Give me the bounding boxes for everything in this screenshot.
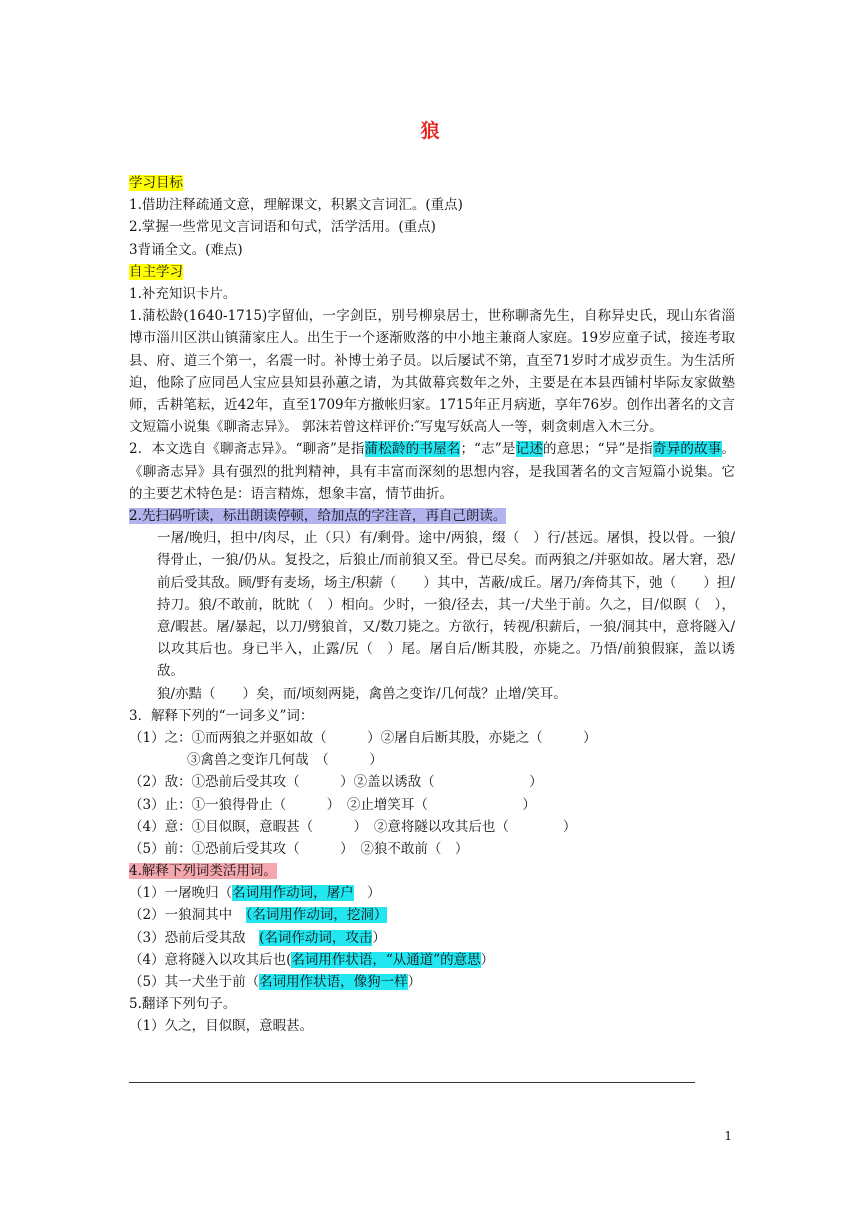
word-class-answer: (名词作动词，攻击 [259,929,373,946]
source-note-text: ；“志”是 [460,441,516,458]
word-class-item [129,882,735,904]
word-class-item [129,971,735,993]
polysemy-item: （2）敌：①恐前后受其攻（ ）②盖以诱敌（ ） [129,774,543,791]
highlight-study-name: 蒲松龄的书屋名 [364,441,461,458]
polysemy-item: （5）前：①恐前后受其攻（ ） ②狼不敢前（ ） [129,840,469,857]
objective-item: 2.掌握一些常见文言词语和句式，活学活用。(重点) [129,219,436,236]
document-title: 狼 [420,120,440,142]
page-number: 1 [724,1129,732,1143]
word-class-item [129,904,735,926]
word-class-end: ） [372,929,386,946]
objective-item: 3背诵全文。(难点) [129,241,243,258]
polysemy-item: （3）止：①一狼得骨止（ ） ②止增笑耳（ ） [129,796,536,813]
polysemy-item: （1）之：①而两狼之并驱如故（ ）②屠自后断其股，亦毙之（ ） [129,729,597,746]
word-class-answer: （名词用作动词，挖洞） [245,907,388,924]
word-class-heading: 4.解释下列词类活用词。 [129,863,277,880]
source-note-text: 。《聊斋志异》具有强烈的批判精神，具有丰富而深刻的思想内容，是我国著名的文言短篇小说集。它的主要艺术特色是：语言精炼，想象丰富，情节曲折。 [129,441,736,502]
source-note-text: 的意思；“异”是指 [543,441,653,458]
word-class-end: ） [353,885,381,902]
word-class-question: （5）其一犬坐于前（ [129,974,260,991]
reading-heading: 2.先扫码听读，标出朗读停顿，给加点的字注音，再自己朗读。 [129,507,507,524]
polysemy-heading: 3．解释下列的“一词多义”词： [129,707,314,724]
source-note-paragraph [129,438,735,505]
translate-item: （1）久之，目似瞑，意暇甚。 [129,1018,314,1035]
highlight-record: 记述 [515,441,544,458]
self-study-heading: 自主学习 [129,263,183,280]
document-body [129,172,735,1038]
word-class-question: （1）一屠晚归（ [129,885,233,902]
highlight-strange-stories: 奇异的故事 [652,441,722,458]
word-class-item [129,949,735,971]
objectives-heading: 学习目标 [129,175,183,191]
word-class-end: ） [480,951,495,968]
word-class-item [129,927,735,949]
objective-item: 1.借助注释疏通文意，理解课文，积累文言词汇。(重点) [129,197,463,214]
word-class-question: （3）恐前后受其敌 [129,929,260,946]
word-class-question: （4）意将隧入以攻其后也( [129,951,292,968]
text-paragraph-1: 一屠/晚归，担中/肉尽，止（只）有/剩骨。途中/两狼，缀（ ）行/甚远。屠惧，投以骨。一狼/得骨止，一狼/仍从。复投之，后狼止/而前狼又至。骨已尽矣。而两狼之/并驱如故。屠大窘，恐/前后受其敌。顾/野有麦场，场主/积薪（ ）其中，苫蔽/成丘。屠乃/奔倚其下，弛（ ）担/持刀。狼/不敢前，眈眈（ ）相向。少时，一狼/径去，其一/犬坐于前。久之，目/似瞑（ ），意/暇甚。屠/暴起，以刀/劈狼首，又/数刀毙之。方欲行，转视/积薪后，一狼/洞其中，意将隧入/以攻其后也。身已半入，止露/尻（ ）尾。屠自后/断其股，亦毙之。乃悟/前狼假寐，盖以诱敌。 [157,530,735,680]
polysemy-item: （4）意：①目似瞑，意暇甚（ ） ②意将隧以攻其后也（ ） [129,818,577,835]
word-class-question: （2）一狼洞其中 [129,907,246,924]
translate-heading: 5.翻译下列句子。 [129,996,237,1013]
source-note-text: 2．本文选自《聊斋志异》。“聊斋”是指 [129,441,365,458]
word-class-end: ） [407,974,422,991]
answer-underline [129,1082,695,1083]
knowledge-card-label: 1.补充知识卡片。 [129,285,237,302]
word-class-answer: 名词用作状语，“从通道”的意思 [291,951,481,968]
word-class-answer: 名词用作动词，屠户 [232,885,354,902]
polysemy-item: ③禽兽之变诈几何哉 （ ） [187,752,383,769]
author-bio-paragraph: 1.蒲松龄(1640-1715)字留仙，一字剑臣，别号柳泉居士，世称聊斋先生，自称异史氏，现山东省淄博市淄川区洪山镇蒲家庄人。出生于一个逐渐败落的中小地主兼商人家庭。19岁应童子试，接连考取县、府、道三个第一，名震一时。补博士弟子员。以后屡试不第，直至71岁时才成岁贡生。为生活所迫，他除了应同邑人宝应县知县孙蕙之请，为其做幕宾数年之外，主要是在本县西铺村毕际友家做塾师，舌耕笔耘，近42年，直至1709年方撤帐归家。1715年正月病逝，享年76岁。创作出著名的文言文短篇小说集《聊斋志异》。 郭沫若曾这样评价:″写鬼写妖高人一等，刺贪刺虐入木三分。 [129,308,735,436]
text-paragraph-2: 狼/亦黠（ ）矣，而/顷刻两毙，禽兽之变诈/几何哉？止增/笑耳。 [157,685,567,702]
word-class-answer: 名词用作状语，像狗一样 [259,974,408,991]
